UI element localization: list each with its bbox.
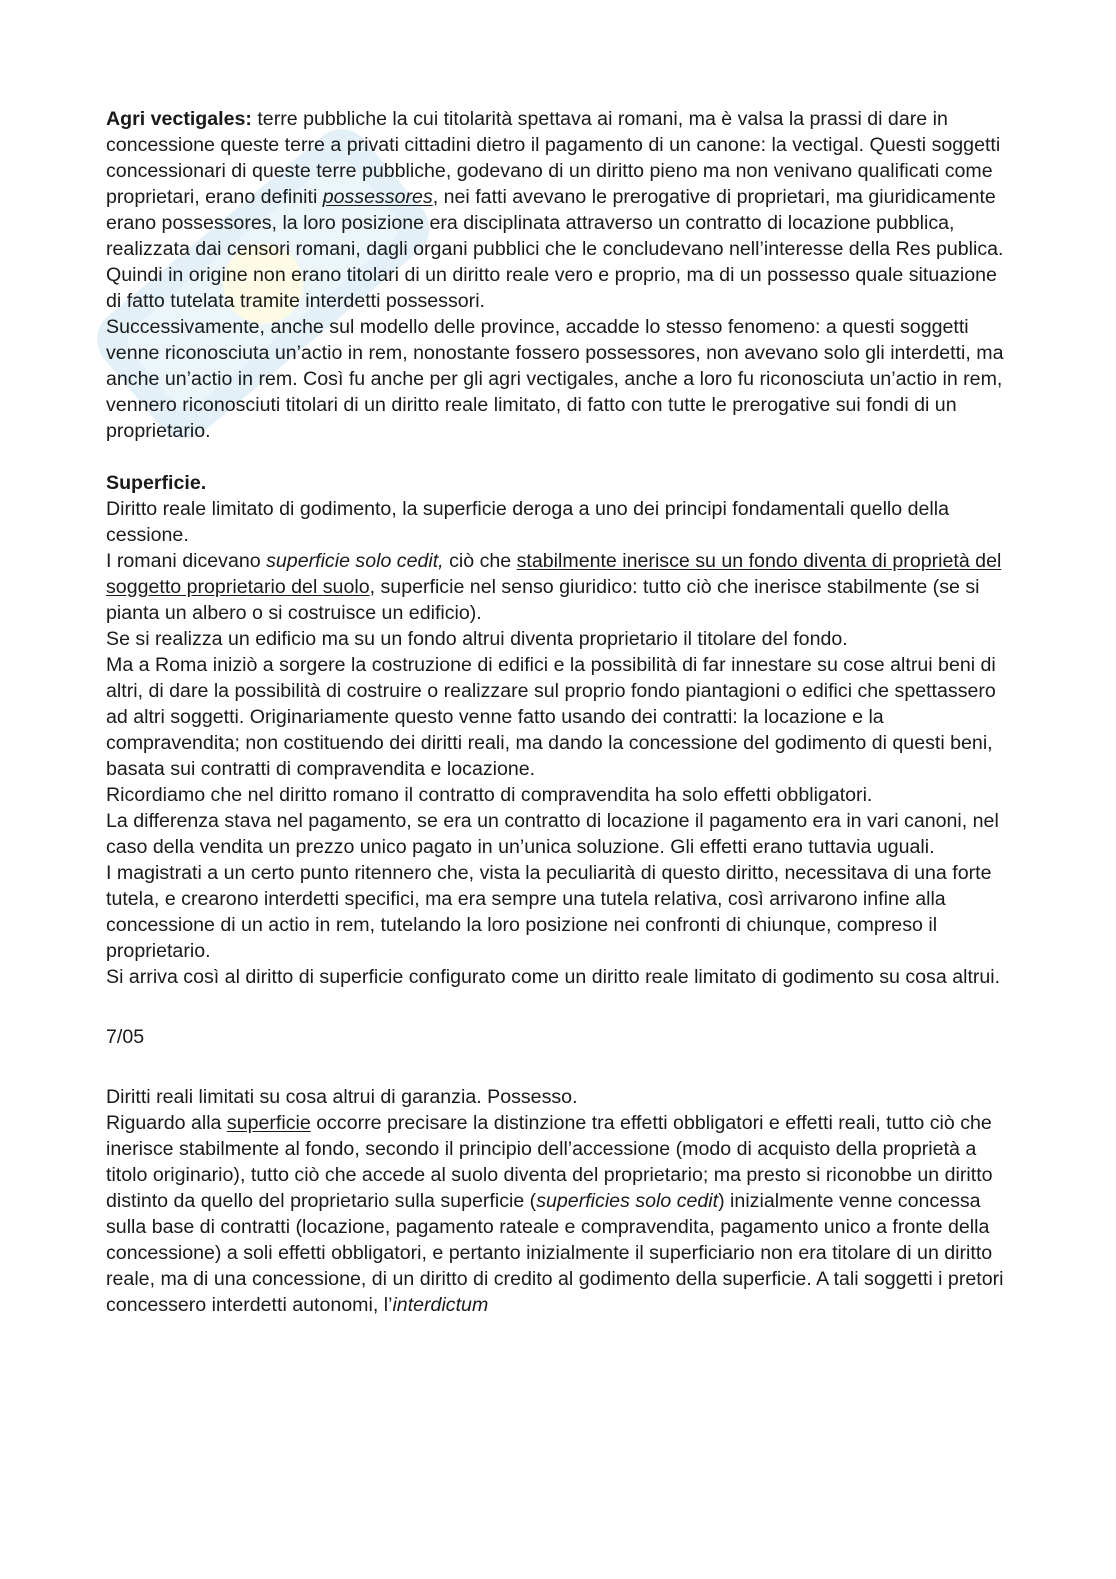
paragraph: Ricordiamo che nel diritto romano il contratto di compravendita ha solo effetti obbligatori. [106,784,873,806]
date-label: 7/05 [106,1026,145,1048]
paragraph: Riguardo alla superficie occorre precisare la distinzione tra effetti obbligatori e effetti reali, tutto ciò che inerisce stabilmente al fondo, secondo il principio dell’accessione (modo di acquisto della proprietà a titolo originario), tutto ciò che accede al suolo diventa del proprietario; ma presto si riconobbe un diritto distinto da quello del proprietario sulla superficie (superficies solo cedit) inizialmente venne concessa sulla base di contratti (locazione, pagamento rateale e compravendita, pagamento unico a fronte della concessione) a soli effetti obbligatori, e pertanto inizialmente il superficiario non era titolare di un diritto reale, ma di una concessione, di un diritto di credito al godimento della superficie. A tali soggetti i pretori concessero interdetti autonomi, l’interdictum [106,1112,1004,1316]
term-possessores: possessores [322,186,433,208]
paragraph-agri-vectigales: Agri vectigales: terre pubbliche la cui titolarità spettava ai romani, ma è valsa la prassi di dare in concessione queste terre a privati cittadini dietro il pagamento di un canone: la vectigal. Questi soggetti concessionari di queste terre pubbliche, godevano di un diritto pieno ma non venivano qualificati come proprietari, erano definiti possessores, nei fatti avevano le prerogative di proprietari, ma giuridicamente erano possessores, la loro posizione era disciplinata attraverso un contratto di locazione pubblica, realizzata dai censori romani, dagli organi pubblici che le concludevano nell’interesse della Res publica. Quindi in origine non erano titolari di un diritto reale vero e proprio, ma di un possesso quale situazione di fatto tutelata tramite interdetti possessori. [106,108,1004,312]
section-heading-superficie: Superficie. [106,472,207,494]
paragraph: La differenza stava nel pagamento, se era un contratto di locazione il pagamento era in vari canoni, nel caso della vendita un prezzo unico pagato in un’unica soluzione. Gli effetti erano tuttavia uguali. [106,810,999,858]
paragraph: I magistrati a un certo punto ritennero che, vista la peculiarità di questo diritto, necessitava di una forte tutela, e crearono interdetti specifici, ma era sempre una tutela relativa, così arrivarono infine alla concessione di un actio in rem, tutelando la loro posizione nei confronti di chiunque, compreso il proprietario. [106,862,992,962]
document-page [106,106,1006,1318]
section-heading-agri-vectigales: Agri vectigales: [106,108,252,130]
paragraph: Se si realizza un edificio ma su un fondo altrui diventa proprietario il titolare del fondo. [106,628,848,650]
paragraph: Diritti reali limitati su cosa altrui di garanzia. Possesso. [106,1086,578,1108]
paragraph: Successivamente, anche sul modello delle province, accadde lo stesso fenomeno: a questi soggetti venne riconosciuta un’actio in rem, nonostante fossero possessores, non avevano solo gli interdetti, ma anche un’actio in rem. Così fu anche per gli agri vectigales, anche a loro fu riconosciuta un’actio in rem, vennero riconosciuti titolari di un diritto reale limitato, di fatto con tutte le prerogative sui fondi di un proprietario. [106,316,1004,442]
paragraph: Si arriva così al diritto di superficie configurato come un diritto reale limitato di godimento su cosa altrui. [106,966,1001,988]
paragraph: I romani dicevano superficie solo cedit, ciò che stabilmente inerisce su un fondo diventa di proprietà del soggetto proprietario del suolo, superficie nel senso giuridico: tutto ciò che inerisce stabilmente (se si pianta un albero o si costruisce un edificio). [106,550,1002,624]
paragraph: Diritto reale limitato di godimento, la superficie deroga a uno dei principi fondamentali quello della cessione. [106,498,950,546]
paragraph: Ma a Roma iniziò a sorgere la costruzione di edifici e la possibilità di far innestare su cose altrui beni di altri, di dare la possibilità di costruire o realizzare sul proprio fondo piantagioni o edifici che spettassero ad altri soggetti. Originariamente questo venne fatto usando dei contratti: la locazione e la compravendita; non costituendo dei diritti reali, ma dando la concessione del godimento di questi beni, basata sui contratti di compravendita e locazione. [106,654,996,780]
